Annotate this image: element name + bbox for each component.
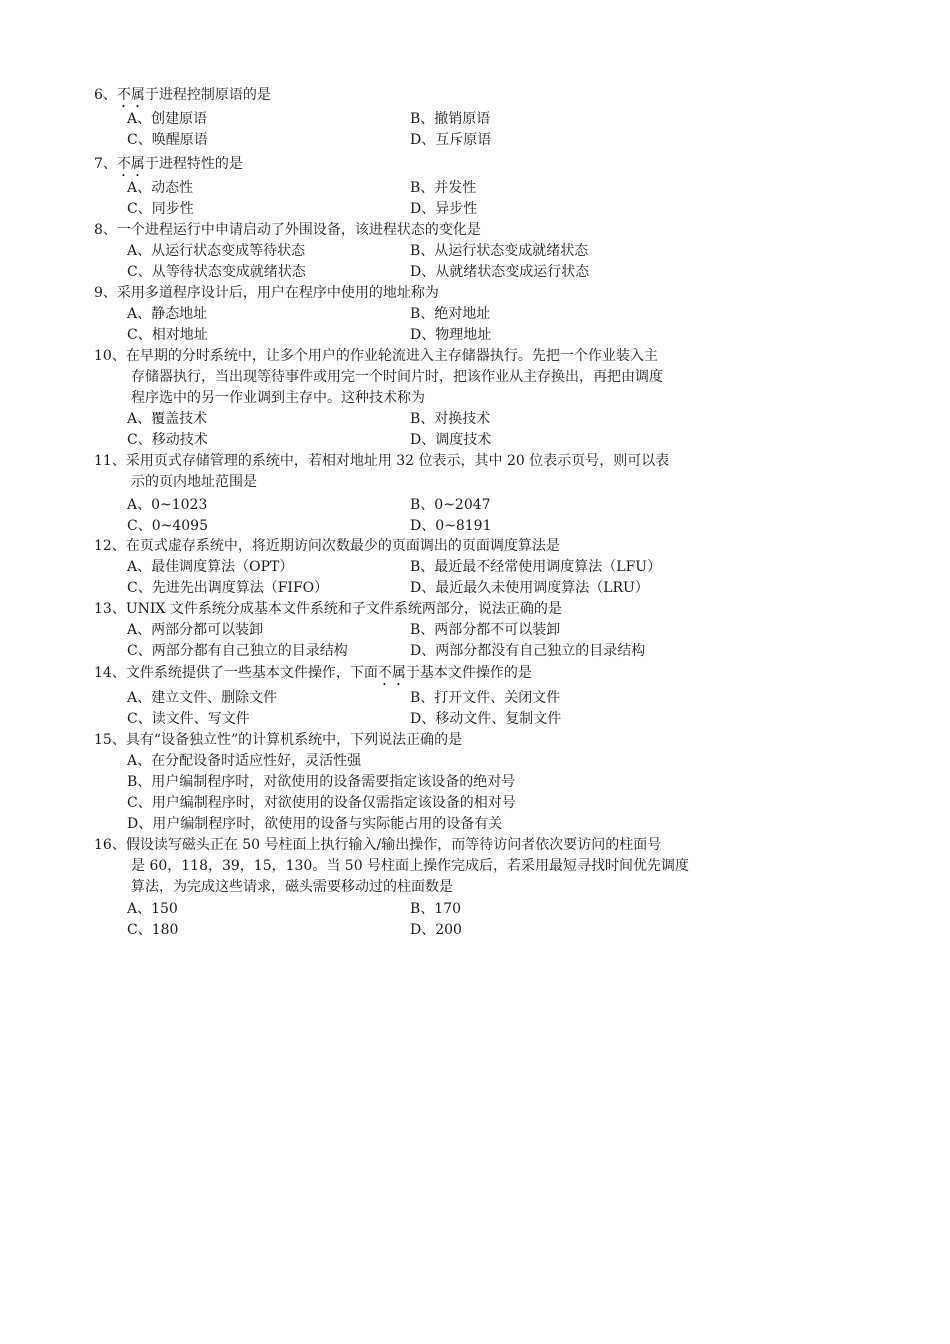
question-text: 在早期的分时系统中，让多个用户的作业轮流进入主存储器执行。先把一个作业装入主 — [125, 348, 658, 364]
question-text: 于进程特性的是 — [144, 156, 243, 172]
option-c: C、移动技术 — [127, 432, 208, 448]
question-number: 8、 — [94, 222, 117, 238]
option-a: A、动态性 — [127, 180, 194, 196]
option-b: B、撤销原语 — [410, 111, 491, 127]
question-9 — [94, 284, 439, 302]
option-b: B、170 — [410, 901, 462, 917]
option-c: C、从等待状态变成就绪状态 — [127, 264, 306, 280]
emphasis-text: 不属 — [116, 156, 145, 172]
option-c: C、唤醒原语 — [127, 132, 208, 148]
question-text: UNIX 文件系统分成基本文件系统和子文件系统两部分，说法正确的是 — [125, 601, 562, 617]
question-number: 11、 — [94, 453, 126, 469]
option-c: C、同步性 — [127, 201, 194, 217]
option-c: C、0~4095 — [127, 518, 208, 534]
question-10 — [94, 347, 658, 365]
option-a: A、150 — [127, 901, 178, 917]
question-text: 采用页式存储管理的系统中，若相对地址用 32 位表示，其中 20 位表示页号，则可以表 — [125, 453, 670, 469]
option-d: D、调度技术 — [410, 432, 492, 448]
option-a: A、0~1023 — [127, 497, 208, 513]
question-13 — [94, 600, 562, 618]
option-d: D、最近最久未使用调度算法（LRU） — [410, 580, 649, 596]
option-a: A、创建原语 — [127, 111, 208, 127]
question-text-continued: 是 60，118，39，15，130。当 50 号柱面上操作完成后，若采用最短寻找时间优先调度 — [131, 858, 690, 874]
question-number: 10、 — [94, 348, 126, 364]
question-number: 9、 — [94, 285, 117, 301]
option-c: C、先进先出调度算法（FIFO） — [127, 580, 329, 596]
option-a: A、覆盖技术 — [127, 411, 208, 427]
option-a: A、建立文件、删除文件 — [127, 690, 278, 706]
option-c: C、读文件、写文件 — [127, 711, 250, 727]
emphasis-text: 不属 — [116, 87, 145, 103]
option-d: D、0~8191 — [410, 518, 492, 534]
question-text-continued: 程序选中的另一作业调到主存中。这种技术称为 — [131, 390, 425, 406]
option-b: B、打开文件、关闭文件 — [410, 690, 561, 706]
option-a: A、在分配设备时适应性好，灵活性强 — [127, 753, 362, 769]
question-number: 14、 — [94, 665, 126, 681]
question-number: 6、 — [94, 87, 117, 103]
question-text: 采用多道程序设计后，用户在程序中使用的地址称为 — [116, 285, 439, 301]
question-number: 13、 — [94, 601, 126, 617]
question-14 — [94, 664, 532, 689]
question-text: 假设读写磁头正在 50 号柱面上执行输入/输出操作，而等待访问者依次要访问的柱面号 — [125, 837, 662, 853]
question-16 — [94, 836, 661, 854]
question-8 — [94, 221, 481, 239]
question-text-continued: 示的页内地址范围是 — [131, 474, 257, 490]
question-15 — [94, 731, 462, 749]
option-b: B、从运行状态变成就绪状态 — [410, 243, 589, 259]
question-number: 7、 — [94, 156, 117, 172]
question-11 — [94, 452, 669, 470]
option-d: D、互斥原语 — [410, 132, 492, 148]
option-a: A、最佳调度算法（OPT） — [127, 559, 294, 575]
question-number: 12、 — [94, 538, 126, 554]
option-b: B、0~2047 — [410, 497, 491, 513]
question-text: 文件系统提供了一些基本文件操作，下面 — [125, 665, 378, 681]
question-text: 一个进程运行中申请启动了外围设备，该进程状态的变化是 — [116, 222, 481, 238]
question-text: 于基本文件操作的是 — [405, 665, 532, 681]
option-d: D、异步性 — [410, 201, 478, 217]
question-12 — [94, 537, 560, 555]
option-a: A、从运行状态变成等待状态 — [127, 243, 306, 259]
option-c: C、相对地址 — [127, 327, 208, 343]
question-number: 15、 — [94, 732, 126, 748]
question-7 — [94, 155, 243, 180]
option-d: D、两部分都没有自己独立的目录结构 — [410, 643, 646, 659]
question-text: 于进程控制原语的是 — [144, 87, 271, 103]
option-a: A、静态地址 — [127, 306, 208, 322]
option-b: B、最近最不经常使用调度算法（LFU） — [410, 559, 662, 575]
question-text-continued: 存储器执行，当出现等待事件或用完一个时间片时，把该作业从主存换出，再把由调度 — [131, 369, 663, 385]
option-b: B、绝对地址 — [410, 306, 491, 322]
option-b: B、对换技术 — [410, 411, 491, 427]
option-c: C、两部分都有自己独立的目录结构 — [127, 643, 348, 659]
emphasis-text: 不属 — [377, 665, 406, 681]
question-text: 在页式虚存系统中，将近期访问次数最少的页面调出的页面调度算法是 — [125, 538, 560, 554]
option-d: D、物理地址 — [410, 327, 492, 343]
option-d: D、移动文件、复制文件 — [410, 711, 562, 727]
option-b: B、两部分都不可以装卸 — [410, 622, 561, 638]
option-b: B、并发性 — [410, 180, 477, 196]
option-a: A、两部分都可以装卸 — [127, 622, 264, 638]
question-text-continued: 算法，为完成这些请求，磁头需要移动过的柱面数是 — [131, 879, 453, 895]
option-d: D、从就绪状态变成运行状态 — [410, 264, 590, 280]
option-d: D、200 — [410, 922, 462, 938]
question-number: 16、 — [94, 837, 126, 853]
question-text: 具有“设备独立性”的计算机系统中，下列说法正确的是 — [125, 732, 463, 748]
question-6 — [94, 86, 271, 111]
option-b: B、用户编制程序时，对欲使用的设备需要指定该设备的绝对号 — [127, 774, 516, 790]
option-c: C、用户编制程序时，对欲使用的设备仅需指定该设备的相对号 — [127, 795, 516, 811]
option-c: C、180 — [127, 922, 179, 938]
option-d: D、用户编制程序时，欲使用的设备与实际能占用的设备有关 — [127, 816, 503, 832]
